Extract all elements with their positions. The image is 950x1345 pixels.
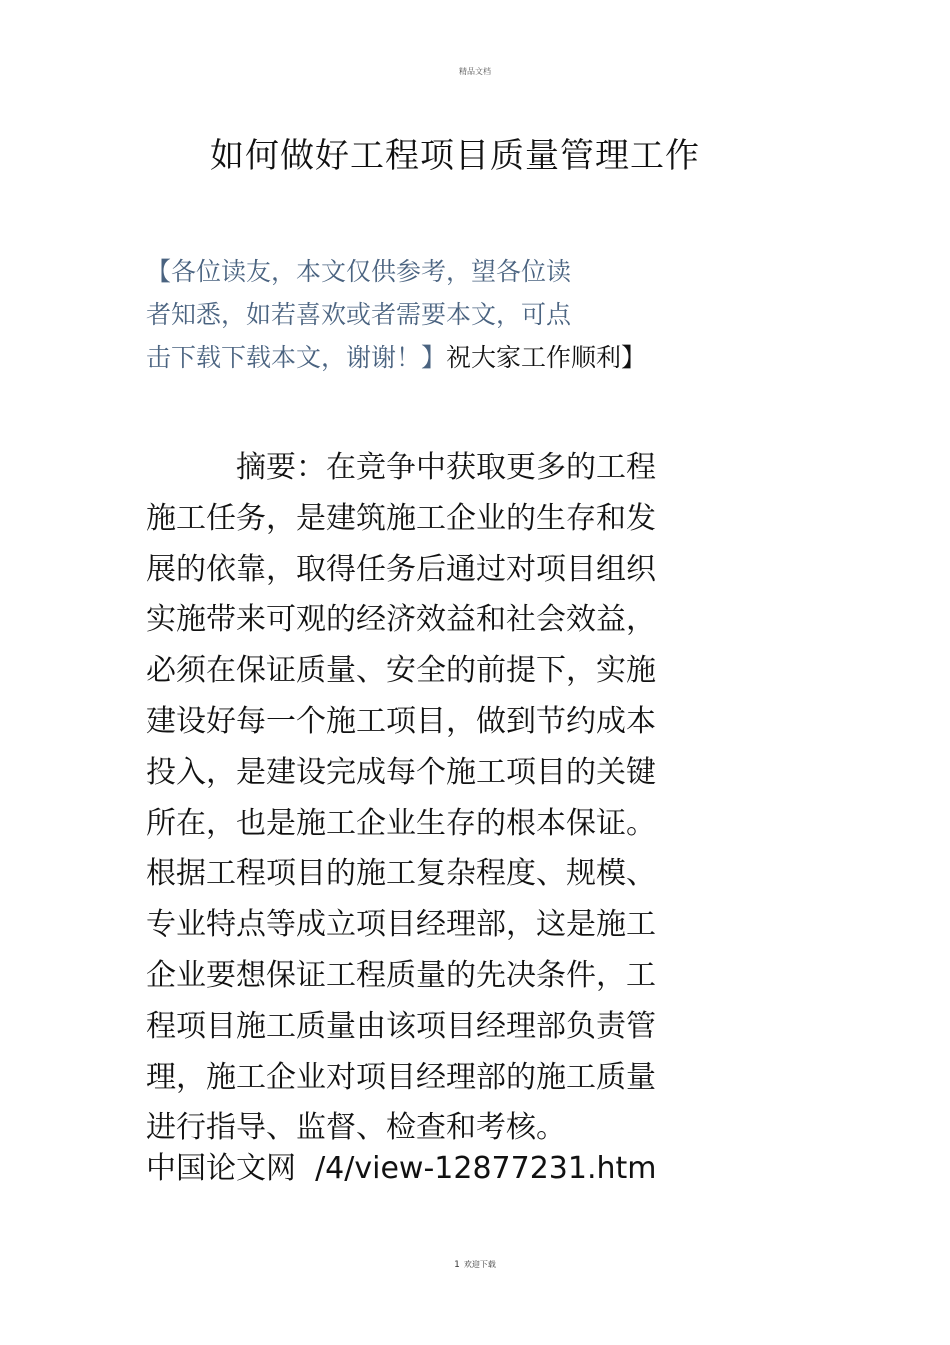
page-number: 1 <box>454 1260 460 1270</box>
header-watermark: 精品文档 <box>459 67 491 76</box>
abstract-line: 所在，也是施工企业生存的根本保证。 <box>146 805 656 841</box>
abstract-line: 企业要想保证工程质量的先决条件，工 <box>146 957 656 993</box>
abstract-line: 进行指导、监督、检查和考核。 <box>146 1110 566 1146</box>
abstract-line: 程项目施工质量由该项目经理部负责管 <box>146 1008 656 1044</box>
abstract-line: 建设好每一个施工项目，做到节约成本 <box>146 703 656 739</box>
notice-line-3-black: 祝大家工作顺利】 <box>446 343 647 372</box>
notice-line-2: 者知悉，如若喜欢或者需要本文，可点 <box>146 300 572 329</box>
abstract-line: 摘要：在竞争中获取更多的工程 <box>146 450 656 485</box>
abstract-line: 必须在保证质量、安全的前提下，实施 <box>146 653 656 689</box>
download-notice <box>146 250 786 379</box>
footer-label: 欢迎下载 <box>463 1260 496 1269</box>
abstract-paragraph <box>146 443 786 1154</box>
notice-line-3 <box>146 336 786 379</box>
abstract-line: 理，施工企业对项目经理部的施工质量 <box>146 1059 656 1095</box>
notice-line-1: 【各位读友，本文仅供参考，望各位读 <box>146 257 572 286</box>
source-reference: 中国论文网 /4/view-12877231.htm <box>146 1151 657 1186</box>
abstract-line: 投入，是建设完成每个施工项目的关键 <box>146 754 656 790</box>
abstract-line: 根据工程项目的施工复杂程度、规模、 <box>146 856 656 892</box>
abstract-line: 专业特点等成立项目经理部，这是施工 <box>146 907 656 943</box>
abstract-line: 展的依靠，取得任务后通过对项目组织 <box>146 551 656 587</box>
abstract-line: 施工任务，是建筑施工企业的生存和发 <box>146 500 656 536</box>
notice-line-3-blue: 击下载下载本文，谢谢！】 <box>146 343 447 372</box>
page-footer <box>0 1259 950 1270</box>
document-title: 如何做好工程项目质量管理工作 <box>210 136 700 176</box>
abstract-line: 实施带来可观的经济效益和社会效益， <box>146 602 656 638</box>
